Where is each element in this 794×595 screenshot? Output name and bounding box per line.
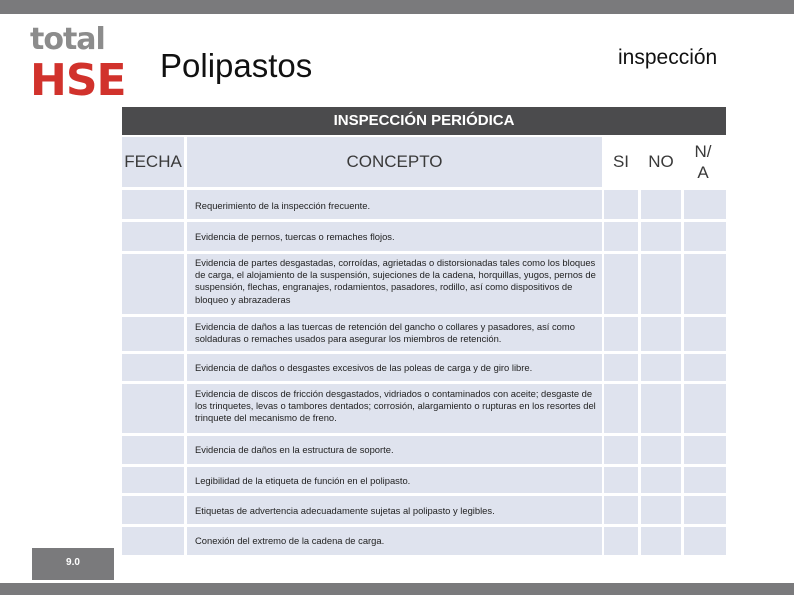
si-checkbox[interactable] bbox=[604, 527, 638, 555]
table-row: Evidencia de daños o desgastes excesivos de las poleas de carga y de giro libre. bbox=[187, 354, 602, 381]
na-checkbox[interactable] bbox=[684, 436, 726, 464]
na-checkbox[interactable] bbox=[684, 190, 726, 219]
table-row: Evidencia de daños a las tuercas de retención del gancho o collares y pasadores, así como soldaduras o remaches usados para asegurar los miembros de retención. bbox=[187, 317, 602, 351]
table-row: Etiquetas de advertencia adecuadamente sujetas al polipasto y legibles. bbox=[187, 496, 602, 524]
fecha-cell[interactable] bbox=[122, 317, 184, 351]
si-checkbox[interactable] bbox=[604, 354, 638, 381]
na-checkbox[interactable] bbox=[684, 496, 726, 524]
no-checkbox[interactable] bbox=[641, 436, 681, 464]
header-no: NO bbox=[648, 152, 674, 171]
si-checkbox[interactable] bbox=[604, 384, 638, 433]
fecha-cell[interactable] bbox=[122, 467, 184, 493]
si-checkbox[interactable] bbox=[604, 254, 638, 314]
section-label: inspección bbox=[618, 46, 718, 69]
header-si: SI bbox=[612, 152, 630, 171]
na-checkbox[interactable] bbox=[684, 222, 726, 251]
si-checkbox[interactable] bbox=[604, 190, 638, 219]
no-checkbox[interactable] bbox=[641, 354, 681, 381]
fecha-cell[interactable] bbox=[122, 190, 184, 219]
no-checkbox[interactable] bbox=[641, 317, 681, 351]
si-checkbox[interactable] bbox=[604, 496, 638, 524]
bottom-bar bbox=[0, 583, 794, 595]
fecha-cell[interactable] bbox=[122, 384, 184, 433]
na-checkbox[interactable] bbox=[684, 527, 726, 555]
no-checkbox[interactable] bbox=[641, 384, 681, 433]
no-checkbox[interactable] bbox=[641, 467, 681, 493]
na-checkbox[interactable] bbox=[684, 467, 726, 493]
no-checkbox[interactable] bbox=[641, 254, 681, 314]
header-concepto: CONCEPTO bbox=[346, 152, 443, 171]
si-checkbox[interactable] bbox=[604, 222, 638, 251]
top-bar bbox=[0, 0, 794, 14]
no-checkbox[interactable] bbox=[641, 222, 681, 251]
na-checkbox[interactable] bbox=[684, 354, 726, 381]
si-checkbox[interactable] bbox=[604, 467, 638, 493]
table-row: Evidencia de partes desgastadas, corroídas, agrietadas o distorsionadas tales como los bloques de carga, el alojamiento de la suspensión, sujeciones de la cadena, horquillas, yugos, pernos de suspensión, flechas, engranajes, rodamientos, pasadores, rodillo, así como dispositivos de bloqueo y abrazaderas bbox=[187, 254, 602, 314]
na-checkbox[interactable] bbox=[684, 384, 726, 433]
fecha-cell[interactable] bbox=[122, 436, 184, 464]
fecha-cell[interactable] bbox=[122, 496, 184, 524]
table-row: Conexión del extremo de la cadena de carga. bbox=[187, 527, 602, 555]
page-title: Polipastos bbox=[160, 47, 313, 84]
no-checkbox[interactable] bbox=[641, 496, 681, 524]
no-checkbox[interactable] bbox=[641, 190, 681, 219]
fecha-cell[interactable] bbox=[122, 354, 184, 381]
fecha-cell[interactable] bbox=[122, 527, 184, 555]
header-fecha: FECHA bbox=[124, 152, 182, 171]
table-row: Requerimiento de la inspección frecuente. bbox=[187, 190, 602, 219]
header-na: N/ A bbox=[694, 142, 712, 182]
table-row: Evidencia de discos de fricción desgastados, vidriados o contaminados con aceite; desgaste de los trinquetes, levas o tambores dentados; corrosión, alargamiento o rupturas en los resortes del trinquete del mecanismo de freno. bbox=[187, 384, 602, 433]
si-checkbox[interactable] bbox=[604, 317, 638, 351]
logo-total-text: total bbox=[30, 22, 105, 57]
fecha-cell[interactable] bbox=[122, 222, 184, 251]
section-banner: INSPECCIÓN PERIÓDICA bbox=[122, 107, 726, 135]
fecha-cell[interactable] bbox=[122, 254, 184, 314]
na-checkbox[interactable] bbox=[684, 317, 726, 351]
page-number-badge: 9.0 bbox=[32, 548, 114, 580]
table-row: Legibilidad de la etiqueta de función en el polipasto. bbox=[187, 467, 602, 493]
no-checkbox[interactable] bbox=[641, 527, 681, 555]
table-row: Evidencia de pernos, tuercas o remaches flojos. bbox=[187, 222, 602, 251]
si-checkbox[interactable] bbox=[604, 436, 638, 464]
logo-hse-text: HSE bbox=[30, 55, 126, 106]
table-row: Evidencia de daños en la estructura de soporte. bbox=[187, 436, 602, 464]
logo bbox=[30, 22, 126, 110]
na-checkbox[interactable] bbox=[684, 254, 726, 314]
